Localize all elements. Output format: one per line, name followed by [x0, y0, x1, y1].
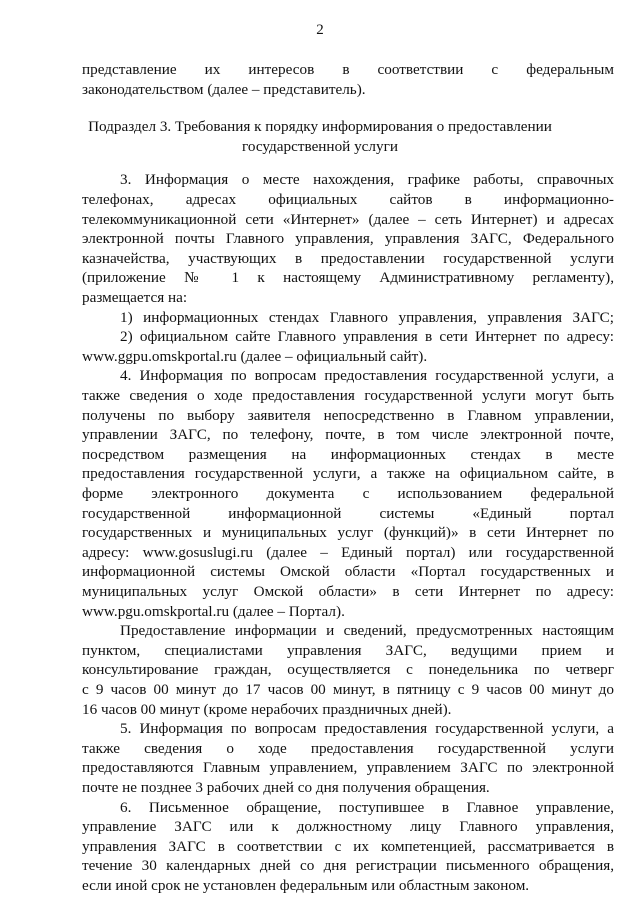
text-line: предоставляются Главным управлением, управлением ЗАГС по электронной: [82, 759, 614, 777]
text-line: предоставления государственной услуги, а также на официальном сайте, в: [82, 465, 614, 483]
text-line: форме электронного документа с использованием федеральной: [82, 485, 614, 502]
text-line: 1) информационных стендах Главного управления, управления ЗАГС;: [120, 308, 614, 326]
text-line: посредством размещения на информационных стендах в месте: [82, 445, 614, 463]
text-line: 6. Письменное обращение, поступившее в Главное управление,: [120, 798, 614, 816]
text-line: адресу: www.gosuslugi.ru (далее – Единый портал) или государственной: [82, 543, 614, 561]
section-heading: государственной услуги: [242, 137, 398, 155]
text-line: 16 часов 00 минут (кроме нерабочих праздничных дней).: [82, 700, 452, 718]
text-line: 3. Информация о месте нахождения, графике работы, справочных: [120, 171, 614, 189]
text-line: (приложение № 1 к настоящему Административному регламенту),: [82, 269, 614, 287]
text-line: 4. Информация по вопросам предоставления государственной услуги, а: [120, 367, 614, 385]
text-line: также сведения о ходе предоставления государственной услуги могут быть: [82, 387, 614, 404]
text-line: электронной почты Главного управления, управления ЗАГС, Федерального: [82, 230, 614, 248]
text-line: пунктом, специалистами управления ЗАГС, ведущими прием и: [82, 641, 614, 659]
text-line: www.ggpu.omskportal.ru (далее – официальный сайт).: [82, 347, 428, 365]
text-line: государственных и муниципальных услуг (функций)» в сети Интернет по: [82, 524, 614, 542]
text-line: муниципальных услуг Омской области» в сети Интернет по адресу:: [82, 583, 614, 600]
section-heading: Подраздел 3. Требования к порядку информирования о предоставлении: [88, 118, 552, 136]
text-line: размещается на:: [82, 289, 188, 306]
text-line: с 9 часов 00 минут до 17 часов 00 минут, в пятницу с 9 часов 00 минут до: [82, 681, 614, 698]
text-line: государственной информационной системы «Единый портал: [82, 504, 614, 522]
text-line: 2) официальном сайте Главного управления в сети Интернет по адресу:: [120, 328, 614, 346]
text-line: управления ЗАГС в соответствии с их компетенцией, рассматривается в: [82, 837, 614, 855]
text-line: течение 30 календарных дней со дня регистрации письменного обращения,: [82, 857, 614, 875]
text-line: если иной срок не установлен федеральным или областным законом.: [82, 877, 530, 894]
text-line: консультирование граждан, осуществляется с понедельника по четверг: [82, 661, 614, 679]
text-line: почте не позднее 3 рабочих дней со дня получения обращения.: [82, 779, 490, 796]
text-line: законодательством (далее – представитель).: [82, 80, 366, 98]
text-line: www.pgu.omskportal.ru (далее – Портал).: [82, 602, 345, 620]
text-line: 5. Информация по вопросам предоставления государственной услуги, а: [120, 720, 614, 738]
text-line: управлении ЗАГС, по телефону, почте, в том числе электронной почте,: [82, 426, 614, 444]
text-line: информационной системы Омской области «Портал государственных и: [82, 563, 614, 581]
text-line: управление ЗАГС или к должностному лицу Главного управления,: [82, 818, 614, 836]
text-line: получены по выбору заявителя непосредственно в Главном управлении,: [82, 406, 614, 424]
text-line: телекоммуникационной сети «Интернет» (далее – сеть Интернет) и адресах: [82, 210, 614, 228]
text-line: также сведения о ходе предоставления государственной услуги: [82, 739, 614, 757]
text-line: Предоставление информации и сведений, предусмотренных настоящим: [120, 622, 614, 640]
text-line: телефонах, адресах официальных сайтов в информационно-: [82, 191, 614, 208]
page-number: 2: [316, 22, 324, 38]
text-line: представление их интересов в соответствии с федеральным: [82, 61, 614, 78]
text-line: казначейства, участвующих в предоставлении государственной услуги: [82, 249, 614, 267]
